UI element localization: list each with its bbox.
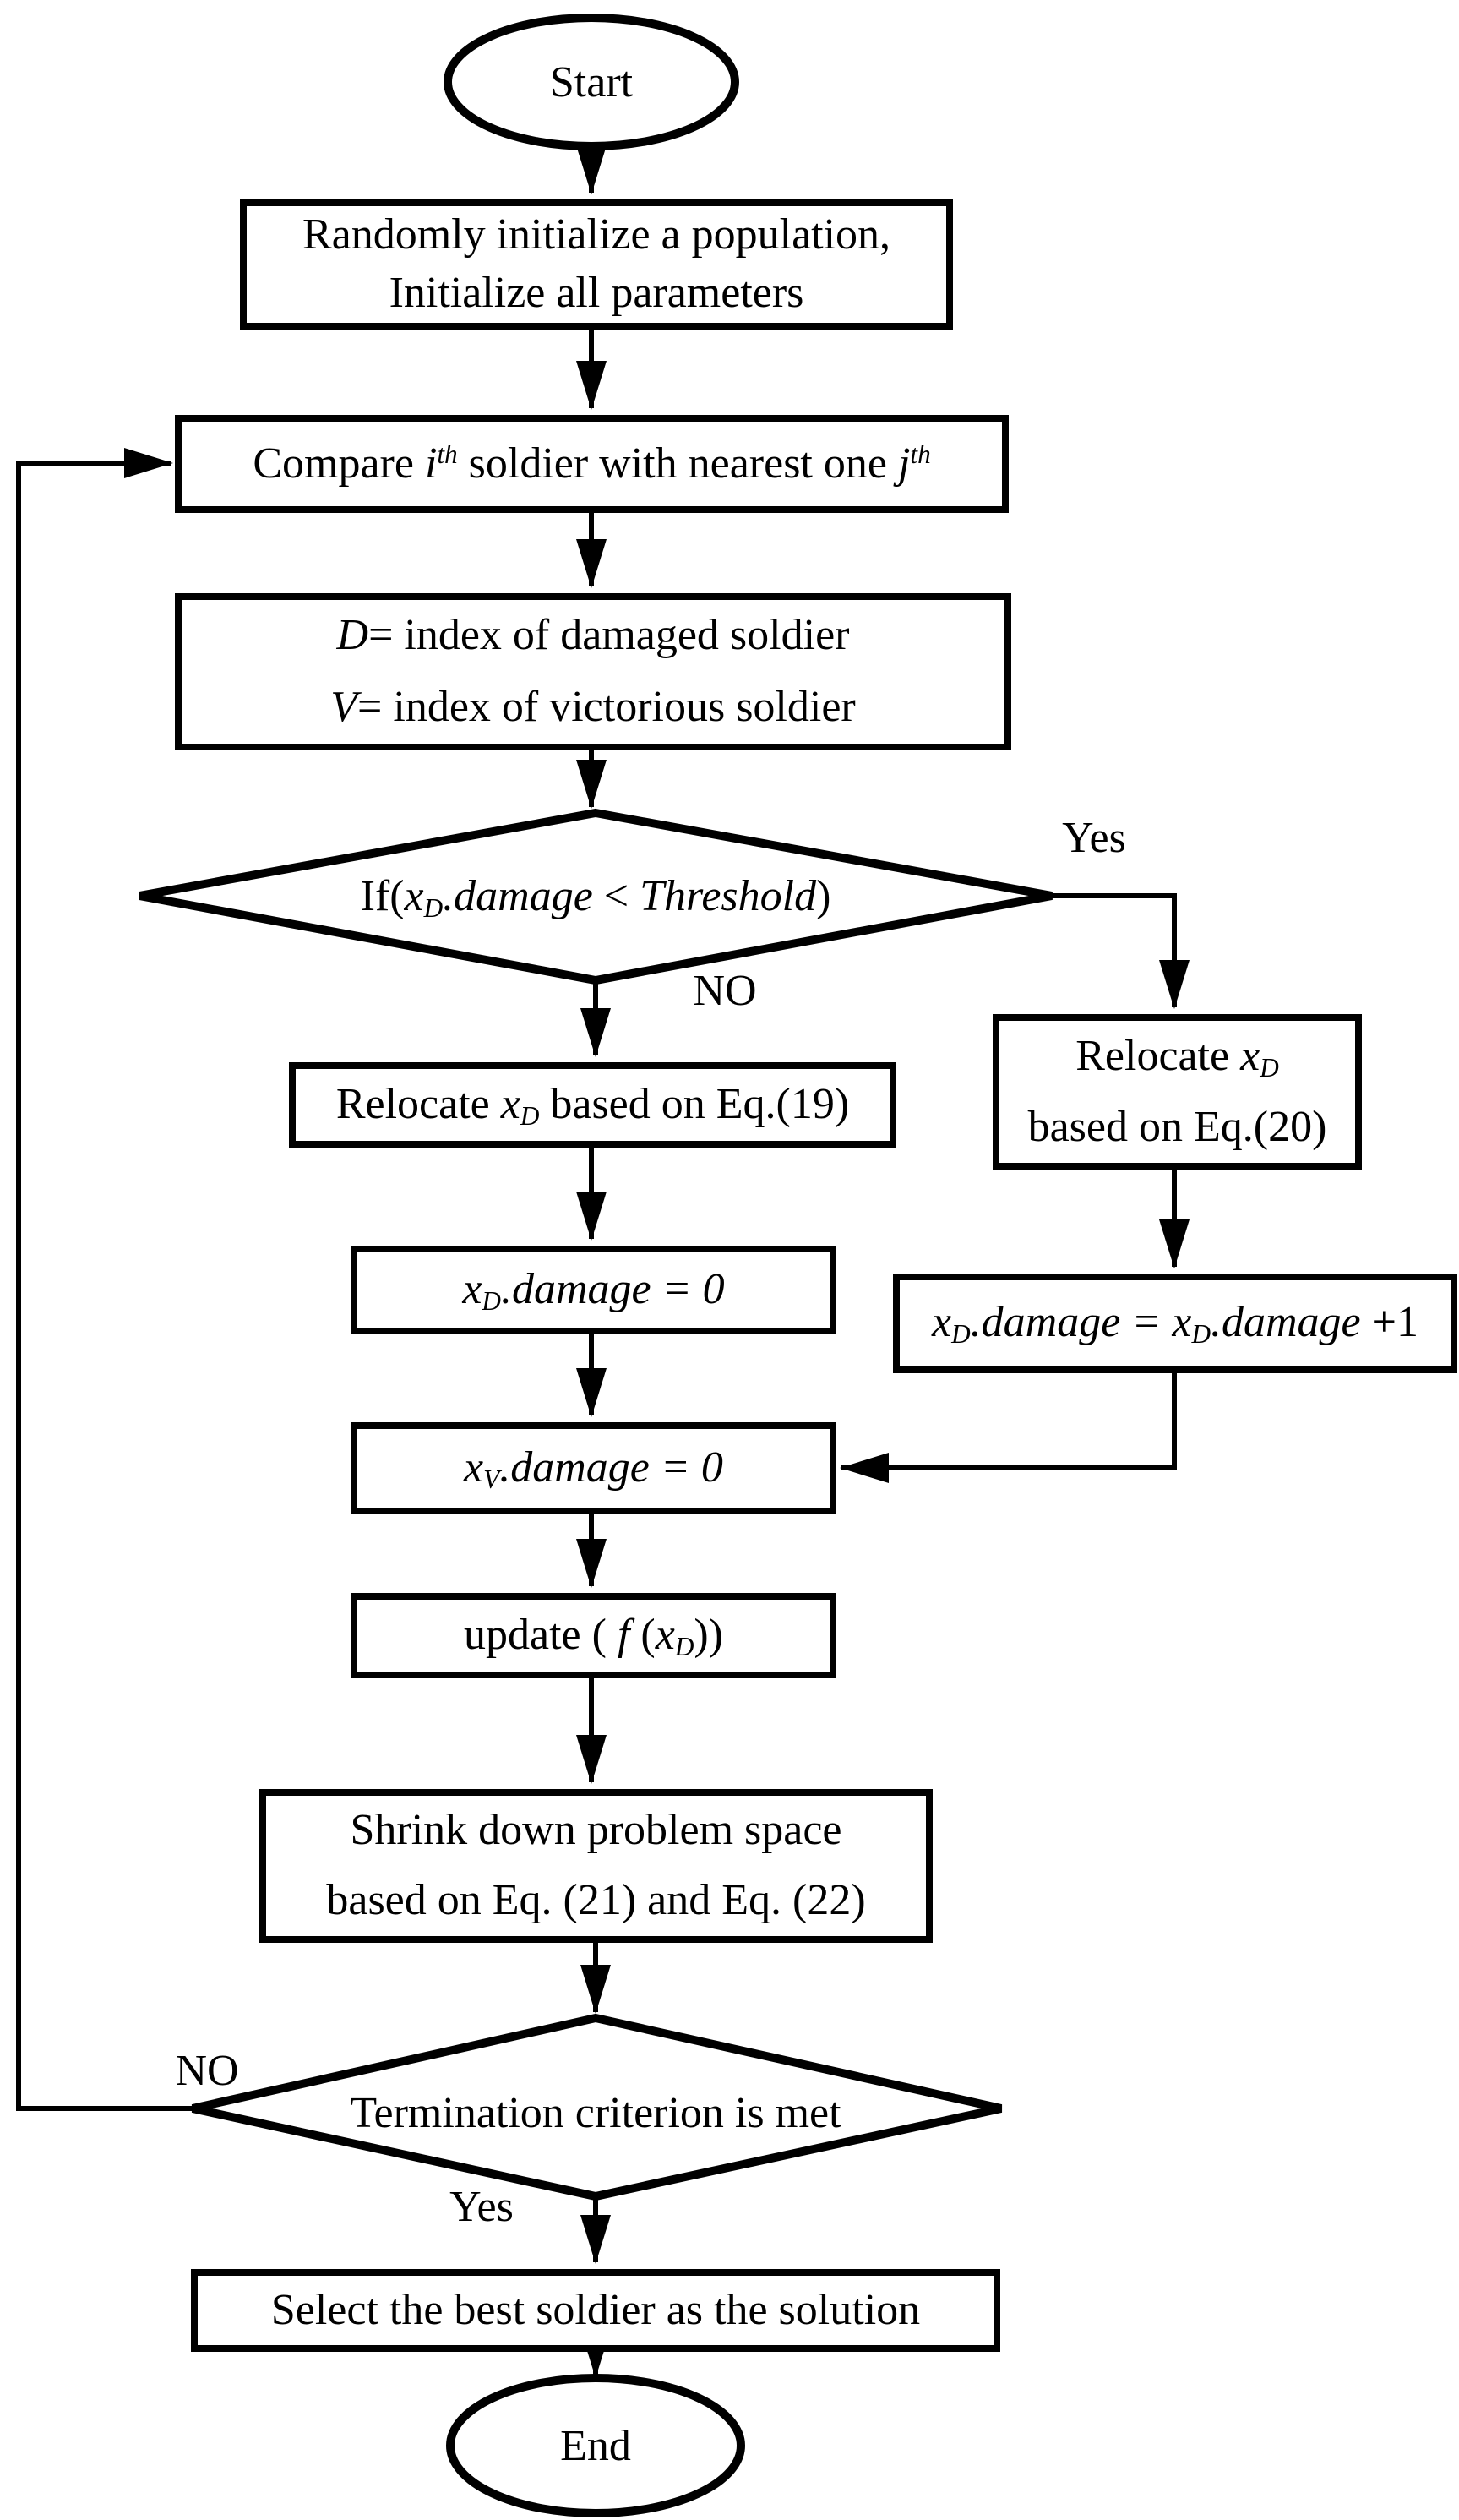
node-relocate-eq19: Relocate xD based on Eq.(19): [289, 1062, 896, 1148]
node-reset-victorious: xV.damage = 0: [351, 1422, 836, 1514]
label-damage-check-no: NO: [693, 966, 757, 1015]
node-reset-damaged: xD.damage = 0: [351, 1246, 836, 1334]
end-label: End: [560, 2421, 631, 2470]
label-damage-check-yes: Yes: [1062, 813, 1126, 862]
node-relocate-eq20: Relocate xD based on Eq.(20): [993, 1014, 1362, 1170]
edge-termination-no-loop: [19, 463, 193, 2108]
node-increment-damage: xD.damage = xD.damage +1: [893, 1274, 1457, 1373]
edge-increment-to-reset-victorious: [841, 1373, 1174, 1468]
start-label: Start: [549, 57, 634, 106]
termination-text: Termination criterion is met: [350, 2088, 841, 2137]
label-termination-no: NO: [175, 2046, 239, 2095]
node-indices: D= index of damaged soldier V= index of victorious soldier: [175, 593, 1011, 750]
node-init: Randomly initialize a population, Initialize all parameters: [240, 199, 953, 330]
node-compare: Compare $i^{th}$ soldier with nearest one $j^{th}$: [175, 415, 1009, 513]
node-update-fitness: update ( f (xD)): [351, 1593, 836, 1678]
node-shrink: Shrink down problem space based on Eq. (21) and Eq. (22): [259, 1789, 933, 1943]
label-termination-yes: Yes: [449, 2182, 514, 2231]
damage-check-text: If(xD.damage < Threshold): [360, 872, 831, 924]
edge-damage-check-yes: [1052, 896, 1174, 1007]
node-select-best: Select the best soldier as the solution: [191, 2269, 1000, 2352]
